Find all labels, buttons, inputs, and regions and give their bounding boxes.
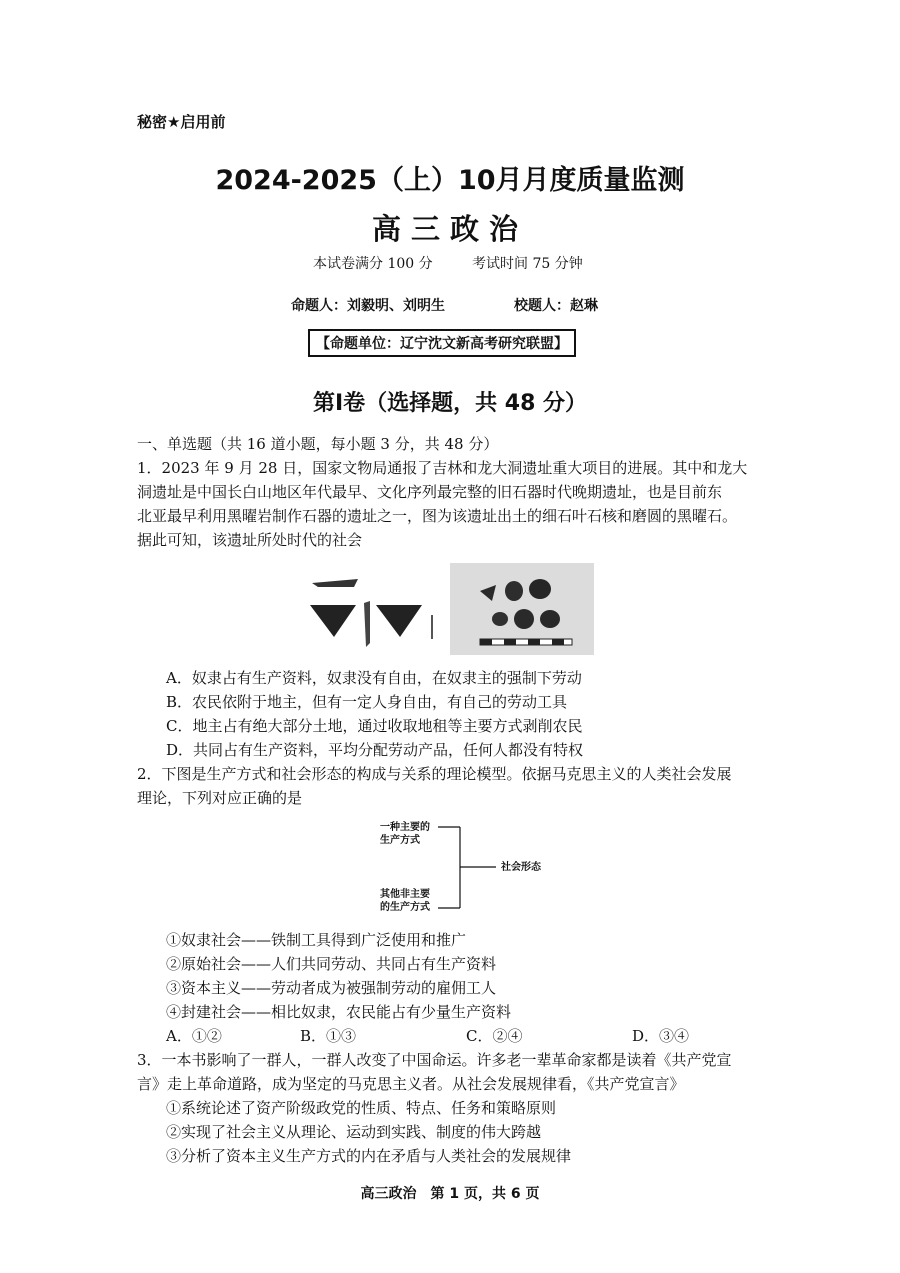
q2-item-4: ④封建社会——相比奴隶，农民能占有少量生产资料 [166,1003,512,1021]
q1-line-4: 据此可知，该遗址所处时代的社会 [137,531,363,549]
diagram-top-label-2: 生产方式 [380,835,420,846]
q1-option-c: C．地主占有绝大部分土地，通过收取地租等主要方式剥削农民 [166,717,583,735]
diagram-top-label-1: 一种主要的 [380,822,430,833]
q1-line-3: 北亚最早利用黑曜岩制作石器的遗址之一，图为该遗址出土的细石叶石核和磨圆的黑曜石。 [137,507,738,525]
section-title: 一、单选题（共 16 道小题，每小题 3 分，共 48 分） [137,435,499,453]
diagram-right-label: 社会形态 [501,862,541,873]
q2-item-1: ①奴隶社会——铁制工具得到广泛使用和推广 [166,931,467,949]
q2-choice-a: A．①② [166,1027,222,1045]
q3-item-3: ③分析了资本主义生产方式的内在矛盾与人类社会的发展规律 [166,1147,572,1165]
q1-option-d: D．共同占有生产资料，平均分配劳动产品，任何人都没有特权 [166,741,584,759]
q1-option-b: B．农民依附于地主，但有一定人身自由，有自己的劳动工具 [166,693,568,711]
diagram-bottom-label-1: 其他非主要 [380,889,430,900]
secret-label: 秘密★启用前 [137,113,226,131]
q1-option-a: A．奴隶占有生产资料，奴隶没有自由，在奴隶主的强制下劳动 [166,669,582,687]
q3-line-1: 3．一本书影响了一群人，一群人改变了中国命运。许多老一辈革命家都是读着《共产党宣 [137,1051,732,1069]
production-mode-diagram [378,815,558,920]
q2-item-2: ②原始社会——人们共同劳动、共同占有生产资料 [166,955,497,973]
q2-choice-d: D．③④ [632,1027,690,1045]
authors: 命题人：刘毅明、刘明生 [291,298,445,314]
score-info: 本试卷满分 100 分 [313,256,433,272]
q3-item-1: ①系统论述了资产阶级政党的性质、特点、任务和策略原则 [166,1099,557,1117]
stone-core-image [300,575,440,655]
page-footer: 高三政治 第 1 页，共 6 页 [360,1186,540,1202]
obsidian-image [450,563,594,655]
q2-line-1: 2．下图是生产方式和社会形态的构成与关系的理论模型。依据马克思主义的人类社会发展 [137,765,732,783]
q1-line-2: 洞遗址是中国长白山地区年代最早、文化序列最完整的旧石器时代晚期遗址，也是目前东 [137,483,723,501]
q3-line-2: 言》走上革命道路，成为坚定的马克思主义者。从社会发展规律看，《共产党宣言》 [137,1075,685,1093]
q2-item-3: ③资本主义——劳动者成为被强制劳动的雇佣工人 [166,979,497,997]
diagram-bottom-label-2: 的生产方式 [380,902,430,913]
q2-choice-c: C．②④ [466,1027,523,1045]
subject-title: 高三政治 [371,212,528,246]
q1-line-1: 1．2023 年 9 月 28 日，国家文物局通报了吉林和龙大洞遗址重大项目的进展。其中和龙大 [137,459,748,477]
unit-box: 【命题单位：辽宁沈文新高考研究联盟】 [308,329,576,357]
q2-line-2: 理论，下列对应正确的是 [137,789,303,807]
q2-choice-b: B．①③ [300,1027,357,1045]
reviewer: 校题人：赵琳 [514,298,598,314]
time-info: 考试时间 75 分钟 [472,256,583,272]
volume-title: 第Ⅰ卷（选择题，共 48 分） [312,391,588,416]
exam-title: 2024-2025（上）10月月度质量监测 [215,165,685,196]
q3-item-2: ②实现了社会主义从理论、运动到实践、制度的伟大跨越 [166,1123,542,1141]
